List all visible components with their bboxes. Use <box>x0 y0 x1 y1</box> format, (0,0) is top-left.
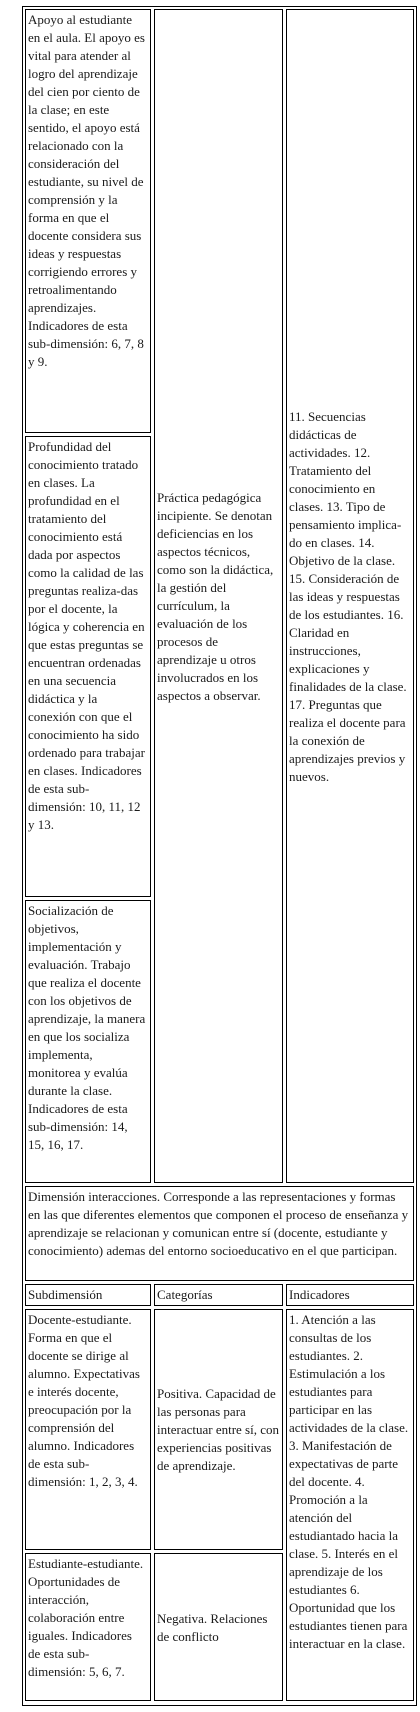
indicators-top-text: 11. Secuencias didácticas de actividades. 12. Tratamiento del conocimiento en clases. 13. Tipo de pensamiento implica-do en clases. 14. Objetivo de la clase. 15. Consideración de las ideas y respuestas de los estudiantes. 16. Claridad en instrucciones, explicaciones y finalidades de la clase. 17. Preguntas que realiza el docente para la conexión de aprendizajes previos y nuevos. <box>289 408 407 784</box>
subdimension-apoyo-text: Apoyo al estudiante en el aula. El apoyo es vital para atender al logro del aprendizaje del cien por ciento de la clase; en este sentido, el apoyo está relacionado con la consideración del estudiante, su nivel de comprensión y la forma en que el docente considera sus ideas y respuestas corrigiendo errores y retroalimentando aprendizajes. Indicadores de esta sub-dimensión: 6, 7, 8 y 9. <box>28 12 145 369</box>
indicators-interacciones-text: 1. Atención a las consultas de los estudiantes. 2. Estimulación a los estudiantes para participar en las actividades de la clase. 3. Manifestación de expectativas de parte del docente. 4. Promoción a la atención del estudiantado hacia la clase. 5. Interés en el aprendizaje de los estudiantes 6. Oportunidad que los estudiantes tienen para interactuar en la clase. <box>289 1312 409 1651</box>
header-indicators-text: Indicadores <box>289 1287 350 1302</box>
subdimension-profundidad-cell <box>25 436 151 897</box>
category-incipiente-cell <box>154 9 283 1183</box>
subdimension-socializacion-text: Socialización de objetivos, implementación y evaluación. Trabajo que realiza el docente con los objetivos de aprendizaje, la manera en que los socializa implementa, monitorea y evalúa durante la clase. Indicadores de esta sub-dimensión: 14, 15, 16, 17. <box>28 903 146 1152</box>
dimension-interacciones-description <box>25 1186 414 1281</box>
header-subdimension-text: Subdimensión <box>28 1287 103 1302</box>
indicators-interacciones-cell <box>286 1309 414 1701</box>
indicators-top-cell <box>286 9 414 1183</box>
subdimension-estudiante-estudiante-cell <box>25 1553 151 1701</box>
subdimension-profundidad-text: Profundidad del conocimiento tratado en clases. La profundidad en el tratamiento del conocimiento está dada por aspectos como la calidad de las preguntas realiza-das por el docente, la lógica y coherencia en que estas preguntas se encuentran ordenadas en una secuencia didáctica y la conexión con que el conocimiento ha sido ordenado para trabajar en clases. Indicadores de esta sub-dimensión: 10, 11, 12 y 13. <box>28 439 145 832</box>
subdimension-apoyo-cell <box>25 9 151 433</box>
category-negativa-cell <box>154 1553 283 1701</box>
subdimension-docente-estudiante-cell <box>25 1309 151 1550</box>
subdimension-socializacion-cell <box>25 900 151 1183</box>
header-indicators <box>286 1284 414 1306</box>
subdimension-docente-estudiante-text: Docente-estudiante. Forma en que el docente se dirige al alumno. Expectativas e interés docente, preocupación por la comprensión del alumno. Indicadores de esta sub-dimensión: 1, 2, 3, 4. <box>28 1312 140 1489</box>
dimension-interacciones-text: Dimensión interacciones. Corresponde a las representaciones y formas en las que diferentes elementos que componen el proceso de enseñanza y aprendizaje se relacionan y comunican entre sí (docente, estudiante y conocimiento) ademas del entorno socioeducativo en el que participan. <box>28 1189 409 1258</box>
header-categories <box>154 1284 283 1306</box>
rubric-table <box>22 6 417 1706</box>
category-incipiente-text: Práctica pedagógica incipiente. Se denotan deficiencias en los aspectos técnicos, como son la didáctica, la gestión del currículum, la evaluación de los procesos de aprendizaje u otros involucrados en los aspectos a observar. <box>157 489 274 703</box>
category-positiva-text: Positiva. Capacidad de las personas para interactuar entre sí, con experiencias positivas de aprendizaje. <box>157 1386 279 1473</box>
header-subdimension <box>25 1284 151 1306</box>
category-negativa-text: Negativa. Relaciones de conflicto <box>157 1610 268 1644</box>
category-positiva-cell <box>154 1309 283 1550</box>
header-categories-text: Categorías <box>157 1287 213 1302</box>
subdimension-estudiante-estudiante-text: Estudiante-estudiante. Oportunidades de interacción, colaboración entre iguales. Indicadores de esta sub-dimensión: 5, 6, 7. <box>28 1556 144 1679</box>
